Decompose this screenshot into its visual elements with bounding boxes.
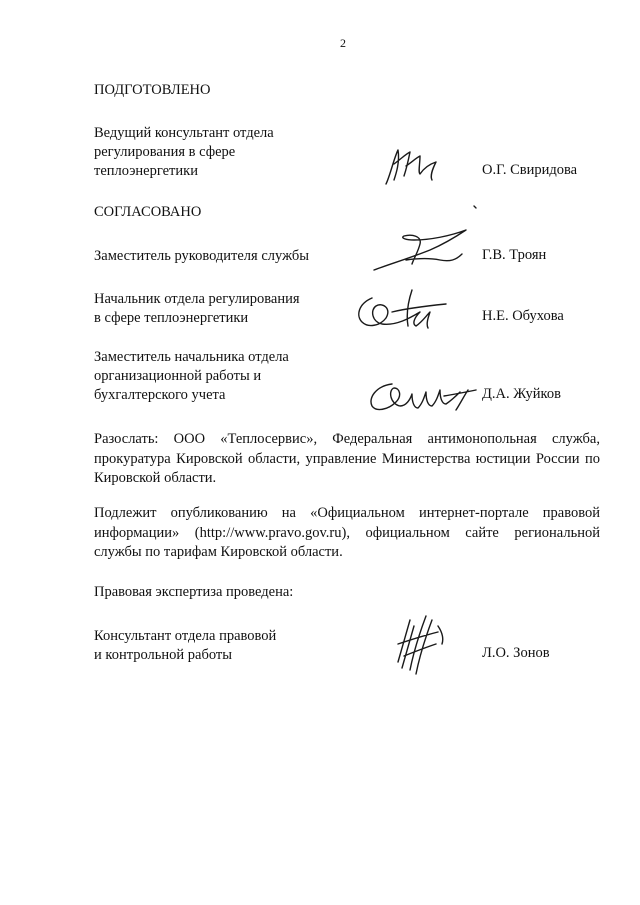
title-line: Консультант отдела правовой [94,628,277,644]
signature-obukhova [352,282,452,334]
legal-review-name: Л.О. Зонов [482,645,550,661]
signature-sviridova [380,140,450,190]
signer-name: Г.В. Троян [482,247,547,263]
title-line: Заместитель начальника отдела [94,349,289,365]
prepared-name: О.Г. Свиридова [482,162,578,178]
title-line: регулирования в сфере [94,144,236,160]
publication-notice: Подлежит опубликованию на «Официальном интернет-портале правовой информации» (http://www.pravo.gov.ru), официальном сайте региональной службы по тарифам Кировской области. [94,505,600,560]
signature-zonov [392,612,456,676]
title-line: в сфере теплоэнергетики [94,310,249,326]
signer-title [94,348,289,405]
page-number: 2 [340,36,346,50]
signer-title [94,247,309,266]
title-line: организационной работы и [94,368,262,384]
title-line: теплоэнергетики [94,163,198,179]
distribution-list: Разослать: ООО «Теплосервис», Федеральная антимонопольная служба, прокуратура Кировской области, управление Министерства юстиции России по Кировской области. [94,431,600,486]
signer-name: Д.А. Жуйков [482,386,561,402]
agreed-heading: СОГЛАСОВАНО [94,204,202,220]
signature-troyan [370,200,480,280]
signature-zhuykov [364,374,480,418]
signer-name: Н.Е. Обухова [482,308,564,324]
legal-review-title [94,627,276,665]
title-line: Начальник отдела регулирования [94,291,300,307]
prepared-title [94,124,274,181]
title-line: Заместитель руководителя службы [94,248,310,264]
title-line: Ведущий консультант отдела [94,125,274,141]
title-line: и контрольной работы [94,647,232,663]
title-line: бухгалтерского учета [94,387,226,403]
legal-review-heading: Правовая экспертиза проведена: [94,584,294,600]
prepared-heading: ПОДГОТОВЛЕНО [94,82,211,98]
signer-title [94,290,300,328]
